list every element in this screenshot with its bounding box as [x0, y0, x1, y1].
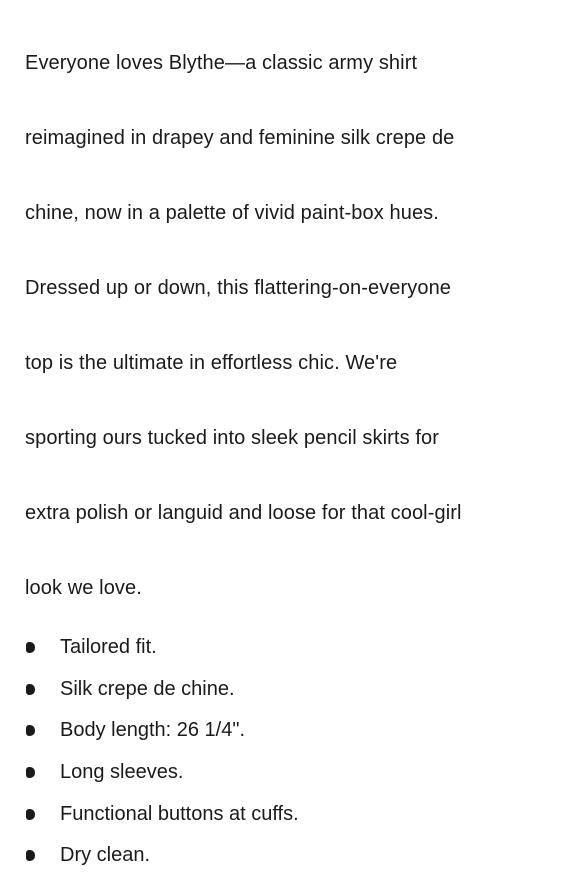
- description-line: Everyone loves Blythe—a classic army shirt: [25, 51, 418, 74]
- bullet-icon: [26, 850, 35, 861]
- feature-list: [25, 627, 560, 877]
- feature-text: Tailored fit.: [60, 636, 157, 659]
- feature-text: Long sleeves.: [60, 761, 184, 784]
- description-line: chine, now in a palette of vivid paint-box hues.: [25, 201, 439, 224]
- list-item: [25, 793, 560, 835]
- bullet-icon: [26, 684, 35, 695]
- list-item: [25, 669, 560, 711]
- product-description: [25, 7, 560, 607]
- feature-text: Body length: 26 1/4".: [60, 719, 246, 742]
- description-line: look we love.: [25, 576, 142, 599]
- feature-text: Silk crepe de chine.: [60, 677, 235, 700]
- list-item: [25, 752, 560, 794]
- description-line: extra polish or languid and loose for that cool-girl: [25, 501, 462, 524]
- bullet-icon: [26, 809, 35, 820]
- feature-text: Dry clean.: [60, 844, 151, 867]
- feature-text: Functional buttons at cuffs.: [60, 802, 299, 825]
- bullet-icon: [26, 642, 35, 653]
- list-item: [25, 835, 560, 877]
- list-item: [25, 710, 560, 752]
- description-line: Dressed up or down, this flattering-on-everyone: [25, 276, 452, 299]
- description-line: reimagined in drapey and feminine silk crepe de: [25, 126, 455, 149]
- description-line: sporting ours tucked into sleek pencil skirts for: [25, 426, 439, 449]
- bullet-icon: [26, 767, 35, 778]
- bullet-icon: [26, 725, 35, 736]
- description-line: top is the ultimate in effortless chic. We're: [25, 351, 398, 374]
- list-item: [25, 627, 560, 669]
